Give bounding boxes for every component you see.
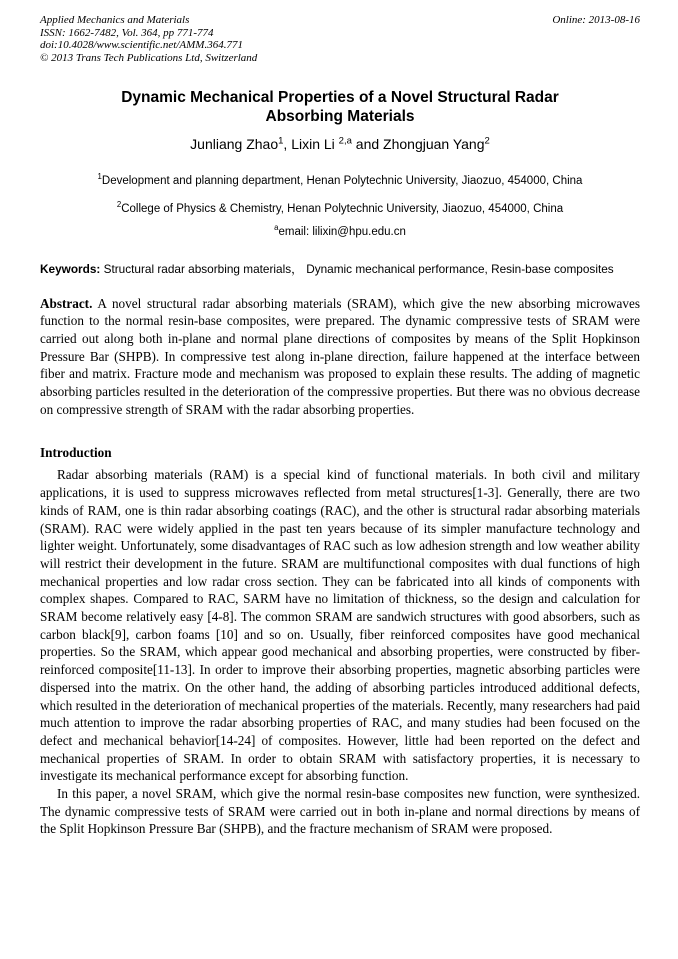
journal-header-left <box>40 14 257 64</box>
affiliation-1-mark: 1 <box>97 172 102 182</box>
email-mark: a <box>274 223 279 233</box>
introduction-heading: Introduction <box>40 445 112 461</box>
journal-header <box>40 14 640 64</box>
abstract-label: Abstract. <box>40 295 93 311</box>
author-3-affiliation-mark: 2 <box>484 135 490 147</box>
authors-line <box>40 135 640 153</box>
journal-issn-volume: ISSN: 1662-7482, Vol. 364, pp 771-774 <box>40 26 214 39</box>
email-text: email: lilixin@hpu.edu.cn <box>278 226 406 238</box>
journal-name: Applied Mechanics and Materials <box>40 14 190 26</box>
journal-doi: doi:10.4028/www.scientific.net/AMM.364.771 <box>40 39 243 51</box>
keywords-text: Structural radar absorbing materials， Dynamic mechanical performance, Resin-base composites <box>100 262 614 276</box>
abstract-block <box>40 295 640 419</box>
introduction-paragraph-1: Radar absorbing materials (RAM) is a special kind of functional materials. In both civil and military applications, it is used to suppress microwaves reflected from metal structures[1-3]. Generally, there are two kinds of RAM, one is thin radar absorbing coatings (RAC), and the other is structural radar absorbing materials (SRAM). RAC were widely applied in the past ten years because of its simpler manufacture technology and lighter weight. Unfortunately, some disadvantages of RAC such as low adhesion strength and low weather ability will restrict their development in the future. SRAM are multifunctional composites with dual functions of high mechanical properties and low radar cross section. They can be fabricated into all kinds of components with complex shapes. Compared to RAC, SARM have no limitation of thickness, so the design and calculation for SRAM become relatively easy [4-8]. The common SRAM are sandwich structures with good absorbers, such as carbon black[9], carbon foams [10] and so on. Usually, fiber reinforced composites have good mechanical properties. So the SRAM, which appear good mechanical and absorbing properties, were constructed by fiber-reinforced composite[11-13]. In order to improve their absorbing properties, magnetic absorbing particles were dispersed into the matrix. On the other hand, the adding of absorbing particles introduced additional defects, which resulted in the deterioration of mechanical properties of the materials. Recently, many researchers had paid much attention to improve the radar absorbing properties of RAC, and many studies had been focused on the defect and mechanical behavior[14-24] of composites. However, little had been reported on the defect and mechanical properties of SRAM. In order to obtain SRAM with satisfactory properties, it is necessary to investigate its mechanical performance except for absorbing function. <box>40 467 640 784</box>
affiliation-2-mark: 2 <box>116 200 122 210</box>
keywords-label: Keywords: <box>40 262 101 276</box>
journal-copyright: © 2013 Trans Tech Publications Ltd, Switzerland <box>40 51 258 64</box>
author-1-affiliation-mark: 1 <box>278 135 284 147</box>
introduction-paragraph-2: In this paper, a novel SRAM, which give the normal resin-base composites new function, were synthesized. The dynamic compressive tests of SRAM were carried out in both in-plane and normal directions by means of the Split Hopkinson Pressure Bar (SHPB), and the fracture mechanism of SRAM were proposed. <box>40 786 640 837</box>
affiliation-1 <box>40 174 640 188</box>
page-content <box>40 14 640 838</box>
online-date: Online: 2013-08-16 <box>552 14 640 26</box>
author-2-affiliation-mark: 2,a <box>338 135 352 147</box>
affiliation-1-text: Development and planning department, Henan Polytechnic University, Jiaozuo, 454000, China <box>101 175 583 187</box>
paper-title: Dynamic Mechanical Properties of a Novel Structural Radar Absorbing Materials <box>121 89 559 125</box>
author-1: Junliang Zhao <box>190 136 279 152</box>
affiliation-2-text: College of Physics & Chemistry, Henan Polytechnic University, Jiaozuo, 454000, China <box>121 203 564 215</box>
affiliation-2 <box>40 202 640 216</box>
author-2: , Lixin Li <box>283 136 339 152</box>
abstract-text: A novel structural radar absorbing materials (SRAM), which give the new absorbing microwaves function to the normal resin-base composites, were prepared. The dynamic compressive tests of SRAM were carried out along both in-plane and normal plane directions of composites by means of the Split Hopkinson Pressure Bar (SHPB). In compressive test along in-plane direction, failure happened at the interface between fiber and matrix. Fracture mode and mechanism was proposed to explain these results. The adding of magnetic absorbing particles resulted in the deterioration of the compressive properties. But there was no obvious decrease on compressive strength of SRAM with the radar absorbing properties. <box>40 295 640 417</box>
author-email <box>40 225 640 239</box>
author-3: and Zhongjuan Yang <box>351 136 485 152</box>
keywords-block <box>40 262 640 278</box>
